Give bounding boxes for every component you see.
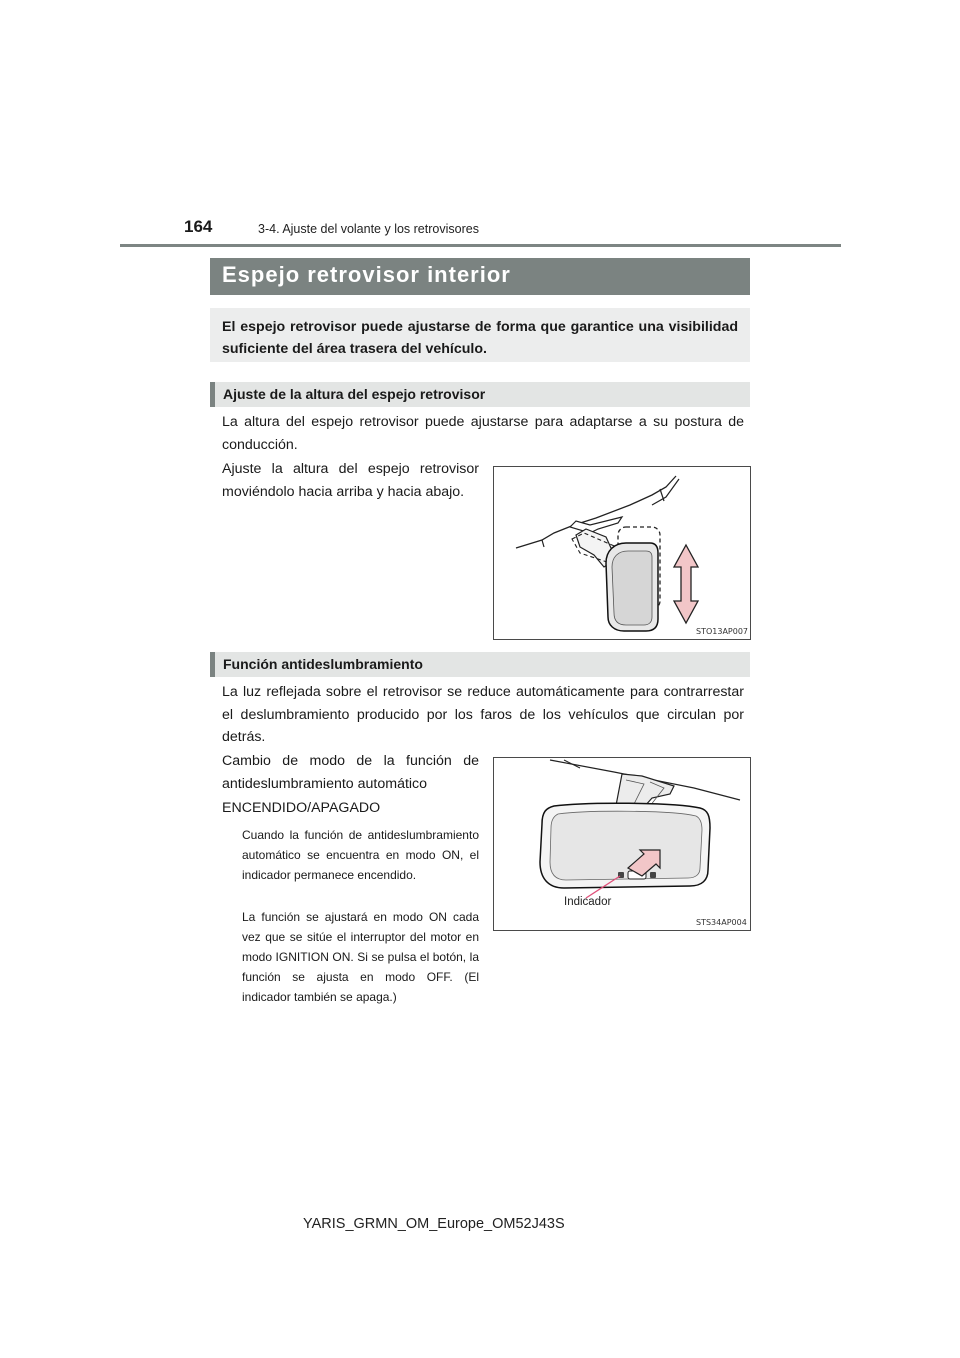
section2-accent bbox=[210, 652, 215, 677]
page-title: Espejo retrovisor interior bbox=[222, 262, 511, 287]
figure1-code: STO13AP007 bbox=[696, 627, 749, 636]
section2-paragraph: La luz reflejada sobre el retrovisor se reduce automáticamente para contrarrestar el deslumbramiento producido por los faros de los vehículos que circulan por detrás. bbox=[222, 684, 744, 745]
figure-mirror-height bbox=[493, 466, 751, 640]
figure-antiglare bbox=[493, 757, 751, 931]
section1-title: Ajuste de la altura del espejo retrovisor bbox=[223, 386, 486, 402]
note-ignition-on: La función se ajustará en modo ON cada vez que se sitúe el interruptor del motor en modo IGNITION ON. Si se pulsa el botón, la función se ajusta en modo OFF. (El indicador también se apaga.) bbox=[242, 910, 479, 1004]
indicator-label: Indicador bbox=[564, 896, 612, 908]
section2-on-off: ENCENDIDO/APAGADO bbox=[222, 800, 381, 816]
section2-title: Función antideslumbramiento bbox=[223, 656, 423, 672]
note-indicator-on: Cuando la función de antideslumbramiento automático se encuentra en modo ON, el indicador permanece encendido. bbox=[242, 828, 479, 882]
section2-mode-text: Cambio de modo de la función de antideslumbramiento automático bbox=[222, 753, 479, 792]
section1-accent bbox=[210, 382, 215, 407]
section1-instruction: Ajuste la altura del espejo retrovisor moviéndolo hacia arriba y hacia abajo. bbox=[222, 461, 479, 500]
header-divider bbox=[120, 244, 841, 247]
footer-document-code: YARIS_GRMN_OM_Europe_OM52J43S bbox=[303, 1216, 565, 1232]
page-number: 164 bbox=[184, 217, 213, 236]
antiglare-mirror-illustration bbox=[494, 758, 750, 930]
header-section-title: 3-4. Ajuste del volante y los retrovisores bbox=[258, 222, 479, 236]
section1-paragraph: La altura del espejo retrovisor puede ajustarse para adaptarse a su postura de conducción. bbox=[222, 414, 744, 453]
mirror-height-illustration bbox=[494, 467, 750, 639]
figure2-code: STS34AP004 bbox=[696, 918, 747, 927]
intro-text: El espejo retrovisor puede ajustarse de forma que garantice una visibilidad suficiente del área trasera del vehículo. bbox=[222, 319, 738, 357]
